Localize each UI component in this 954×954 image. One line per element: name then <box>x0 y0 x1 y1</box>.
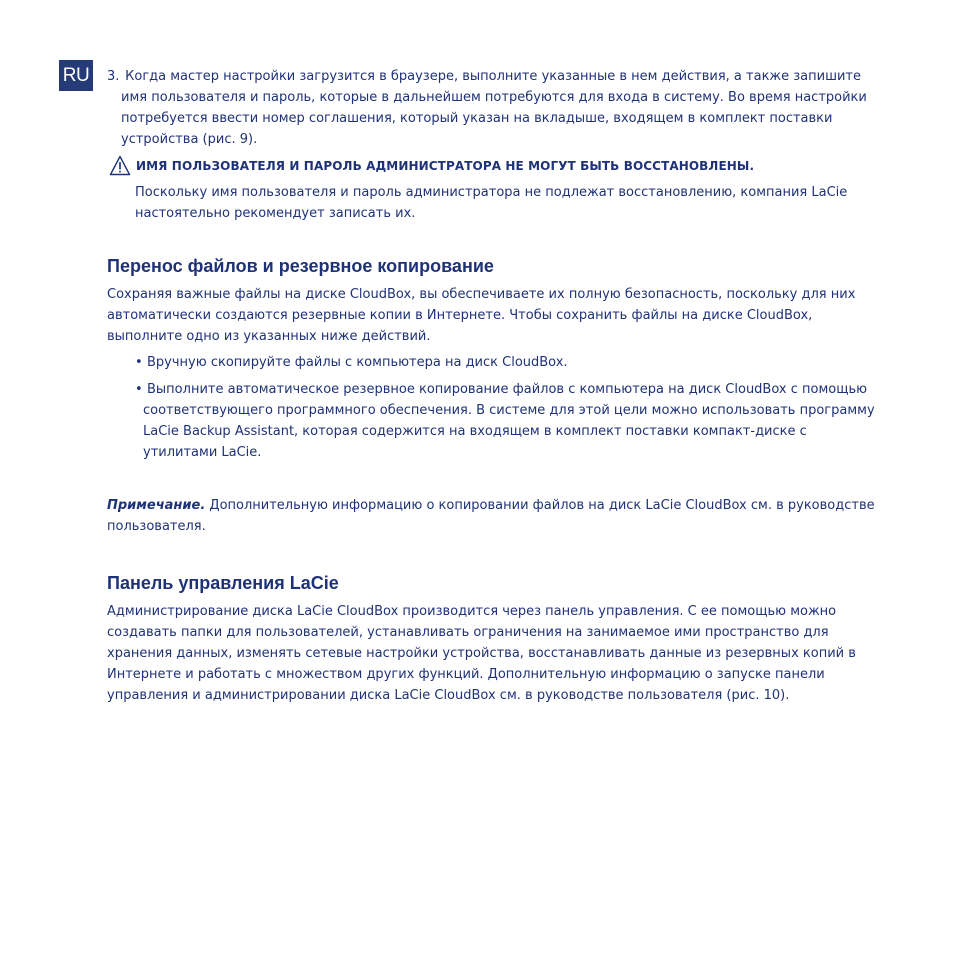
section-heading-control-panel: Панель управления LaCie <box>107 573 339 593</box>
bullet-item <box>135 352 905 373</box>
bullet-dot: • <box>135 382 143 397</box>
language-badge: RU <box>59 60 93 91</box>
paragraph-line: автоматически создаются резервные копии в Интернете. Чтобы сохранить файлы на диске CloudBox, <box>107 308 813 323</box>
paragraph-line: создавать папки для пользователей, устанавливать ограничения на занимаемое ими пространство для <box>107 625 829 640</box>
step-line: устройства (рис. 9). <box>121 132 258 147</box>
warning-line: Поскольку имя пользователя и пароль администратора не подлежат восстановлению, компания LaCie <box>135 185 848 200</box>
bullet-text: утилитами LaCie. <box>143 445 262 460</box>
paragraph-line: управления и администрировании диска LaCie CloudBox см. в руководстве пользователя (рис. 10). <box>107 688 790 703</box>
step-line: потребуется ввести номер соглашения, который указан на вкладыше, входящем в комплект поставки <box>121 111 833 126</box>
paragraph-line: Интернете и работать с множеством других функций. Дополнительную информацию о запуске панели <box>107 667 825 682</box>
warning-triangle-icon <box>109 155 131 176</box>
bullet-text: LaCie Backup Assistant, которая содержится на входящем в комплект поставки компакт-диске с <box>143 424 807 439</box>
step-3-paragraph <box>107 66 897 150</box>
note-label: Примечание. <box>107 498 206 513</box>
note-paragraph <box>107 495 907 537</box>
paragraph-line: выполните одно из указанных ниже действий. <box>107 329 431 344</box>
warning-body <box>135 182 895 224</box>
note-text: пользователя. <box>107 519 206 534</box>
bullet-text: Выполните автоматическое резервное копирование файлов с компьютера на диск CloudBox с помощью <box>147 382 868 397</box>
bullet-item <box>135 379 905 463</box>
paragraph-line: Сохраняя важные файлы на диске CloudBox, вы обеспечиваете их полную безопасность, поскольку для них <box>107 287 856 302</box>
note-text: Дополнительную информацию о копировании файлов на диск LaCie CloudBox см. в руководстве <box>205 498 875 513</box>
paragraph-line: Администрирование диска LaCie CloudBox производится через панель управления. С ее помощью можно <box>107 604 837 619</box>
warning-title-text: ИМЯ ПОЛЬЗОВАТЕЛЯ И ПАРОЛЬ АДМИНИСТРАТОРА НЕ МОГУТ БЫТЬ ВОССТАНОВЛЕНЫ. <box>136 159 755 173</box>
backup-intro-paragraph <box>107 284 907 347</box>
control-panel-paragraph <box>107 601 907 706</box>
paragraph-line: хранения данных, изменять сетевые настройки устройства, восстанавливать данные из резервных копий в <box>107 646 856 661</box>
step-number: 3. <box>107 69 120 84</box>
step-line: имя пользователя и пароль, которые в дальнейшем потребуются для входа в систему. Во время настройки <box>121 90 867 105</box>
bullet-text: соответствующего программного обеспечения. В системе для этой цели можно использовать программу <box>143 403 875 418</box>
step-line: Когда мастер настройки загрузится в браузере, выполните указанные в нем действия, а также запишите <box>125 69 862 84</box>
bullet-text: Вручную скопируйте файлы с компьютера на диск CloudBox. <box>147 355 568 370</box>
section-heading-backup: Перенос файлов и резервное копирование <box>107 256 494 276</box>
warning-line: настоятельно рекомендует записать их. <box>135 206 416 221</box>
bullet-dot: • <box>135 355 143 370</box>
